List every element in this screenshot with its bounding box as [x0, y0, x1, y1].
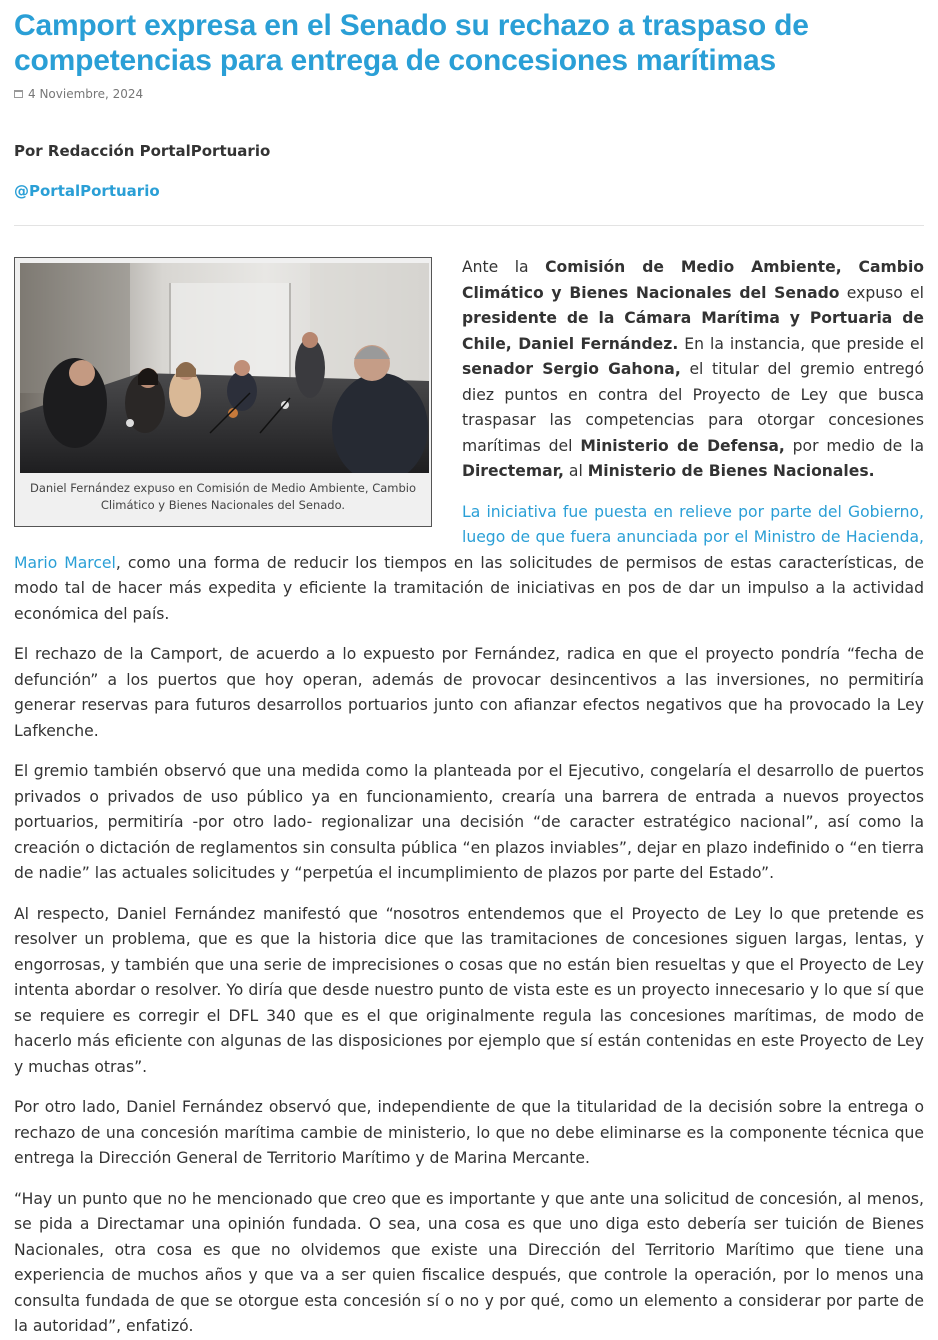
p1-bold-ministry-defense: Ministerio de Defensa, — [580, 436, 785, 455]
author-byline: Por Redacción PortalPortuario — [14, 142, 271, 160]
paragraph-7: “Hay un punto que no he mencionado que creo que es importante y que ante una solicitud de concesión, al menos, se pida a Directamar una opinión fundada. O sea, una cosa es que uno diga esto debería ser tuición de Bienes Nacionales, otra cosa es que no olvidemos que existe una Dirección del Territorio Marítimo que tiene una experiencia de muchos años y que va a ser quien fiscalice después, que controle la operación, por lo menos una consulta fundada de que se otorgue esta concesión sí o no y por qué, como un elemento a considerar por parte de la autoridad”, enfatizó. — [14, 1189, 924, 1335]
article-figure — [14, 257, 432, 527]
government-initiative-link[interactable]: La iniciativa fue puesta en relieve por parte del Gobierno, luego de que fuera anunciada por el Ministro de Hacienda, Mario Marcel — [14, 502, 924, 572]
p1-text-2: expuso el — [839, 283, 924, 302]
header-divider — [14, 225, 924, 226]
paragraph-6: Por otro lado, Daniel Fernández observó que, independiente de que la titularidad de la decisión sobre la entrega o rechazo de una concesión marítima cambie de ministerio, lo que no debe eliminarse es la componente técnica que entrega la Dirección General de Territorio Marítimo y de Marina Mercante. — [14, 1098, 924, 1167]
p1-text-5: por medio de la — [784, 436, 924, 455]
photo-caption: Daniel Fernández expuso en Comisión de Medio Ambiente, Cambio Climático y Bienes Nacionales del Senado. — [29, 481, 417, 512]
p1-bold-directemar: Directemar, — [462, 462, 564, 480]
p1-bold-president: presidente de la Cámara Marítima y Portuaria de Chile, Daniel Fernández. — [462, 309, 924, 353]
article-title: Camport expresa en el Senado su rechazo a traspaso de competencias para entrega de concesiones marítimas — [14, 9, 809, 77]
publish-date: 4 Noviembre, 2024 — [28, 87, 144, 101]
p1-text-6: al — [563, 462, 588, 480]
p1-text-1: Ante la — [462, 258, 546, 276]
p1-bold-commission: Comisión de Medio Ambiente, Cambio Climático y Bienes Nacionales del Senado — [462, 258, 924, 302]
p1-bold-ministry-bienes: Ministerio de Bienes Nacionales. — [587, 462, 875, 480]
p1-text-4: el titular del gremio entregó diez puntos en contra del Proyecto de Ley que busca traspasar las competencias para otorgar concesiones marítimas del — [462, 360, 924, 455]
p2-text: , como una forma de reducir los tiempos en las solicitudes de permisos de estas características, de modo tal de hacer más expedita y eficiente la tramitación de iniciativas en pos de dar un impulso a la actividad económica del país. — [14, 553, 924, 623]
twitter-handle-link[interactable]: @PortalPortuario — [14, 182, 160, 200]
paragraph-5: Al respecto, Daniel Fernández manifestó que “nosotros entendemos que el Proyecto de Ley lo que pretende es resolver un problema, que es que la historia dice que las tramitaciones de concesiones siguen largas, lentas, y engorrosas, y también que una serie de imprecisiones o cosas que no están bien resueltas y que el Proyecto de Ley intenta abordar o resolver. Yo diría que desde nuestro punto de vista este es un proyecto innecesario y lo que sí que se requiere es corregir el DFL 340 que es el que originalmente regula las concesiones marítimas, de modo de hacerlo más eficiente con algunas de las disposiciones por ejemplo que sí están contenidas en este Proyecto de Ley y muchas otras”. — [14, 904, 924, 1076]
article-body — [14, 255, 924, 1340]
paragraph-4: El gremio también observó que una medida como la planteada por el Ejecutivo, congelaría el desarrollo de puertos privados o privados de uso público ya en funcionamiento, crearía una barrera de entrada a nuevos proyectos portuarios, permitiría -por otro lado- regionalizar una decisión “de caracter estratégico nacional”, así como la creación o dictación de reglamentos sin consulta pública “en plazos inviables”, dejar en plazo indefinido o “en tierra de nadie” las actuales solicitudes y “perpetúa el incumplimiento de plazos por parte del Estado”. — [14, 762, 924, 882]
paragraph-3: El rechazo de la Camport, de acuerdo a lo expuesto por Fernández, radica en que el proyecto pondría “fecha de defunción” a los puertos que hoy operan, además de provocar desincentivos a las inversiones, no permitiría generar reservas para futuros desarrollos portuarios junto con afianzar efectos negativos que ha provocado la Ley Lafkenche. — [14, 645, 924, 740]
article-meta — [14, 86, 924, 102]
p1-text-3: En la instancia, que preside el — [678, 334, 924, 353]
meeting-photo[interactable] — [20, 263, 429, 473]
article-page — [14, 8, 924, 1340]
p1-bold-senator: senador Sergio Gahona, — [462, 360, 681, 378]
calendar-icon — [14, 90, 23, 98]
